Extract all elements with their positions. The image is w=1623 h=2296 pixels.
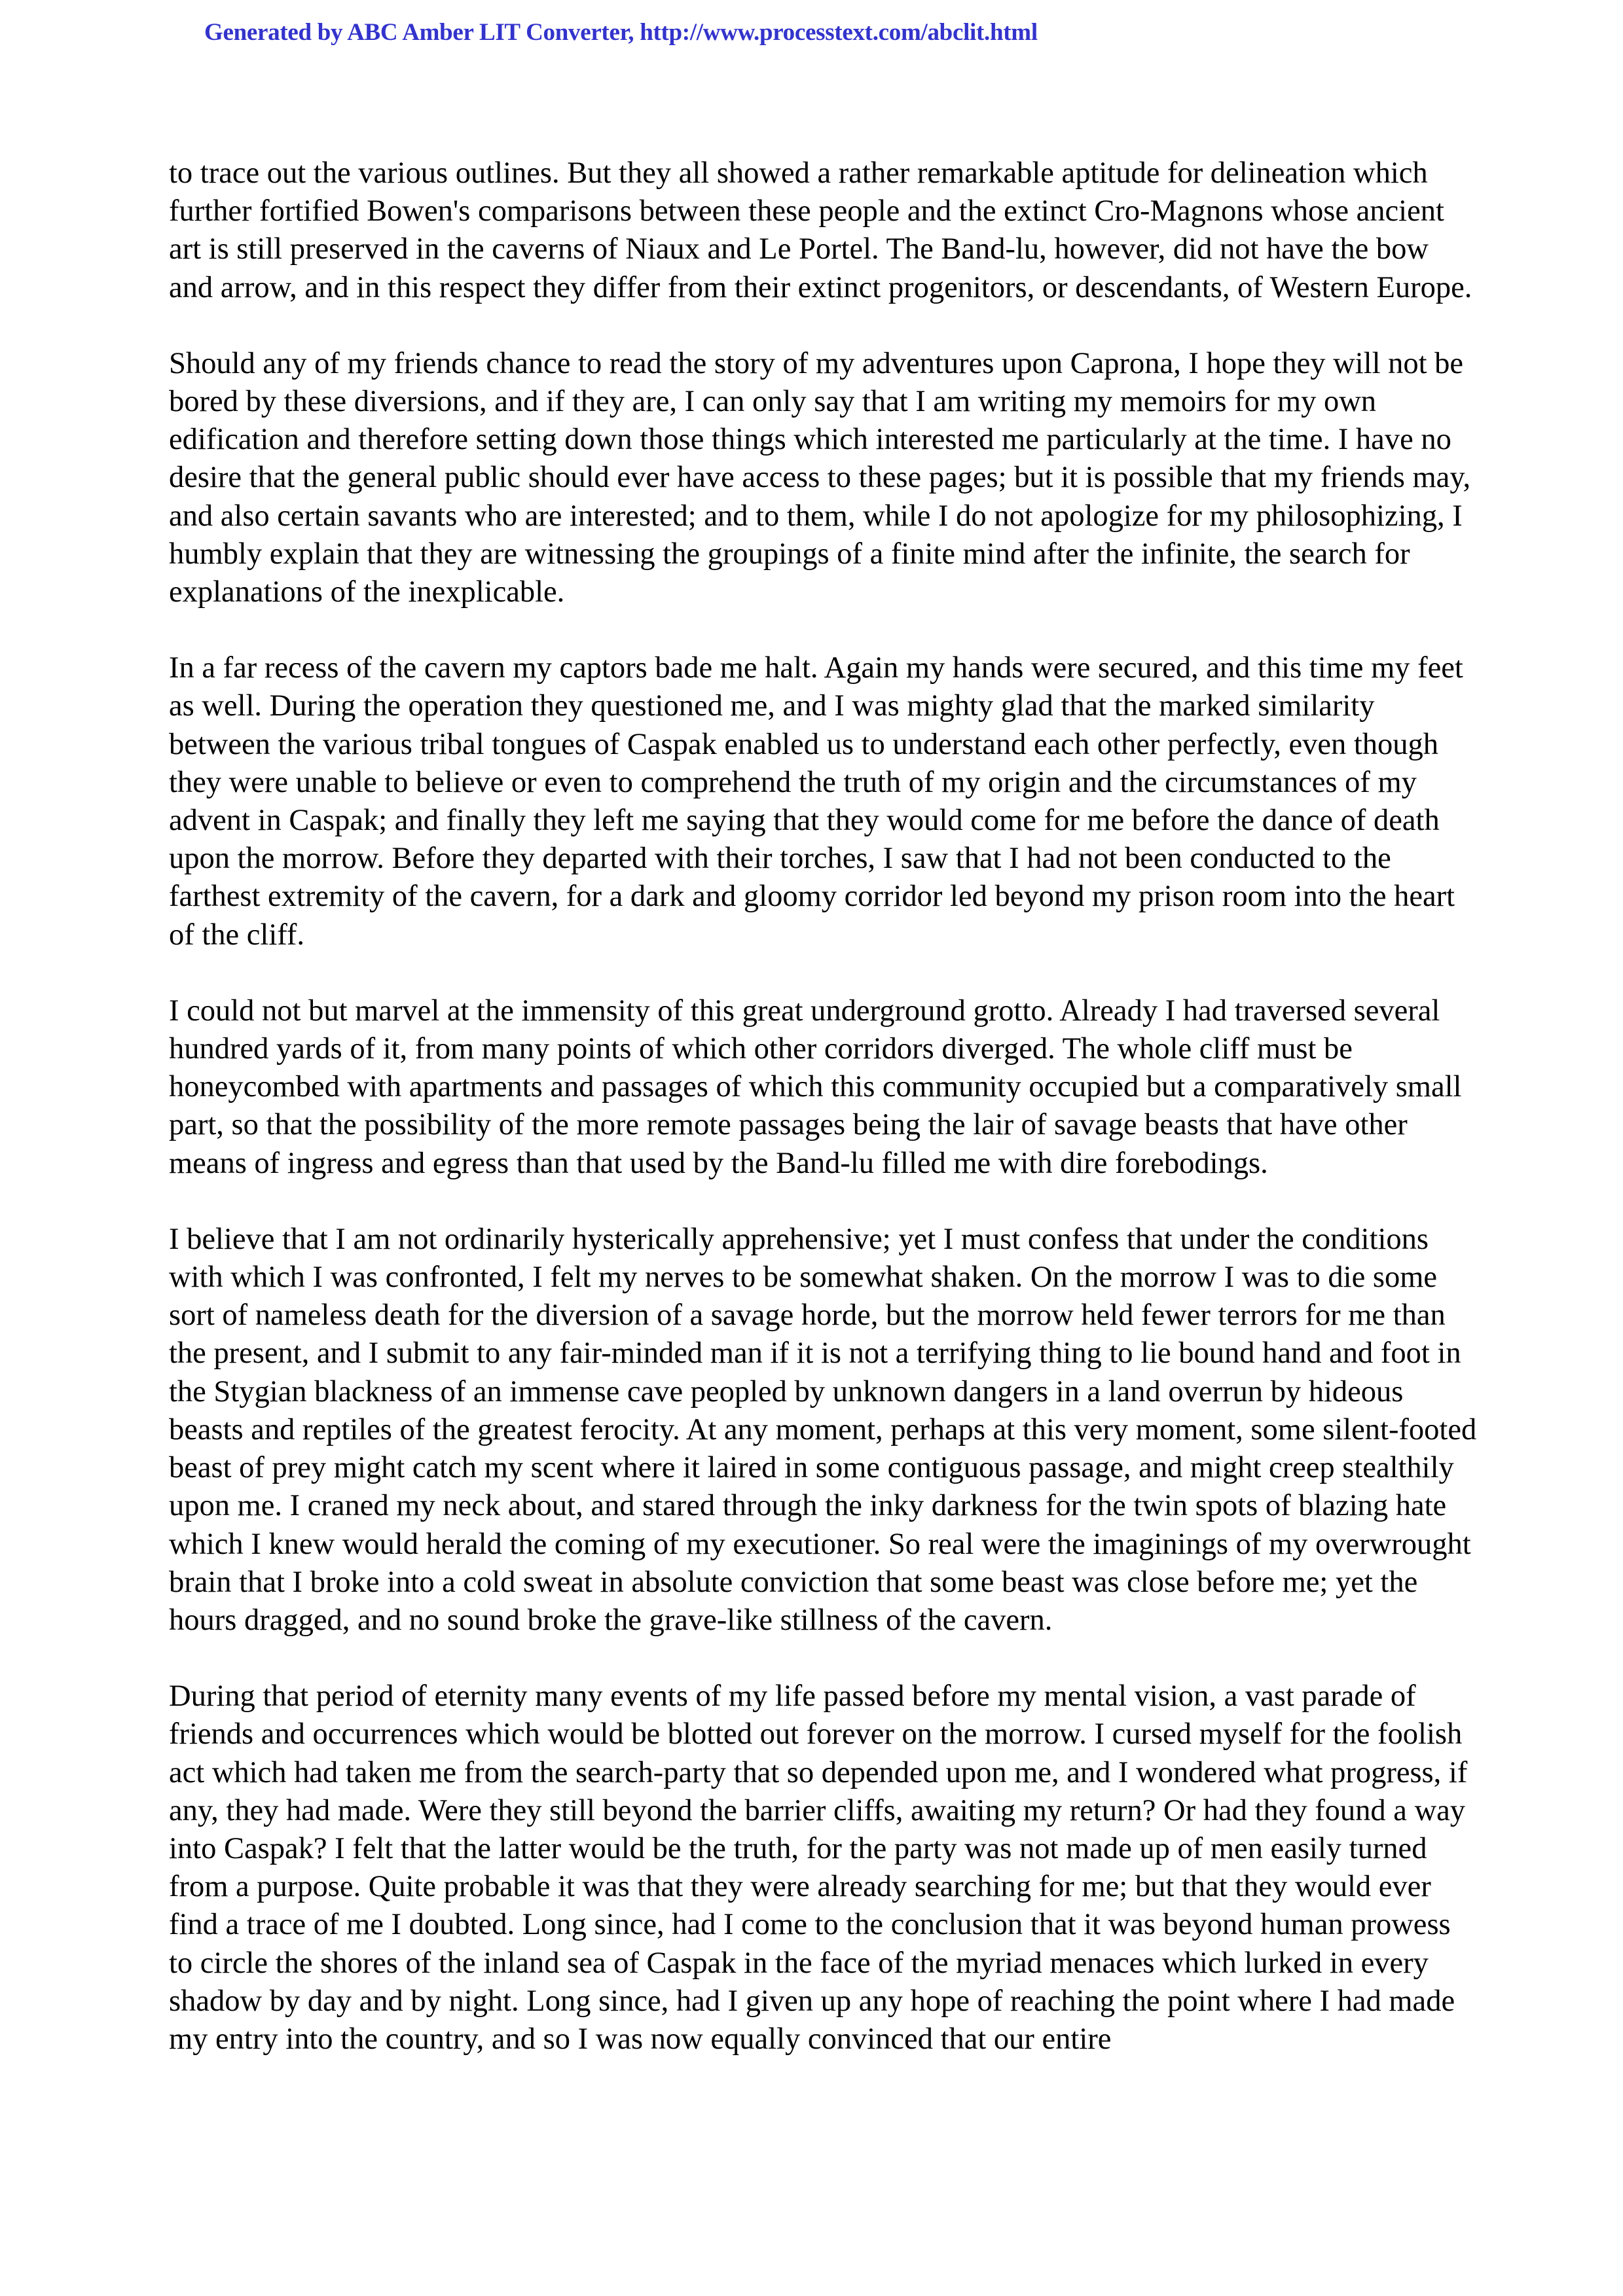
paragraph: In a far recess of the cavern my captors bade me halt. Again my hands were secured, and this time my feet as well. During the operation they questioned me, and I was mighty glad that the marked similarity between the various tribal tongues of Caspak enabled us to understand each other perfectly, even though they were unable to believe or even to comprehend the truth of my origin and the circumstances of my advent in Caspak; and finally they left me saying that they would come for me before the dance of death upon the morrow. Before they departed with their torches, I saw that I had not been conducted to the farthest extremity of the cavern, for a dark and gloomy corridor led beyond my prison room into the heart of the cliff. <box>169 651 1463 952</box>
document-body <box>169 154 1478 2096</box>
paragraph: During that period of eternity many events of my life passed before my mental vision, a vast parade of friends and occurrences which would be blotted out forever on the morrow. I cursed myself for the foolish act which had taken me from the search-party that so depended upon me, and I wondered what progress, if any, they had made. Were they still beyond the barrier cliffs, awaiting my return? Or had they found a way into Caspak? I felt that the latter would be the truth, for the party was not made up of men easily turned from a purpose. Quite probable it was that they were already searching for me; but that they would ever find a trace of me I doubted. Long since, had I come to the conclusion that it was beyond human prowess to circle the shores of the inland sea of Caspak in the face of the myriad menaces which lurked in every shadow by day and by night. Long since, had I given up any hope of reaching the point where I had made my entry into the country, and so I was now equally convinced that our entire <box>169 1679 1468 2056</box>
converter-header: Generated by ABC Amber LIT Converter, http://www.processtext.com/abclit.html <box>204 19 1038 46</box>
paragraph: I believe that I am not ordinarily hysterically apprehensive; yet I must confess that under the conditions with which I was confronted, I felt my nerves to be somewhat shaken. On the morrow I was to die some sort of nameless death for the diversion of a savage horde, but the morrow held fewer terrors for me than the present, and I submit to any fair-minded man if it is not a terrifying thing to lie bound hand and foot in the Stygian blackness of an immense cave peopled by unknown dangers in a land overrun by hideous beasts and reptiles of the greatest ferocity. At any moment, perhaps at this very moment, some silent-footed beast of prey might catch my scent where it laired in some contiguous passage, and might creep stealthily upon me. I craned my neck about, and stared through the inky darkness for the twin spots of blazing hate which I knew would herald the coming of my executioner. So real were the imaginings of my overwrought brain that I broke into a cold sweat in absolute conviction that some beast was close before me; yet the hours dragged, and no sound broke the grave-like stillness of the cavern. <box>169 1222 1477 1637</box>
paragraph: to trace out the various outlines. But they all showed a rather remarkable aptitude for delineation which further fortified Bowen's comparisons between these people and the extinct Cro-Magnons whose ancient art is still preserved in the caverns of Niaux and Le Portel. The Band-lu, however, did not have the bow and arrow, and in this respect they differ from their extinct progenitors, or descendants, of Western Europe. <box>169 156 1472 304</box>
paragraph: I could not but marvel at the immensity of this great underground grotto. Already I had traversed several hundred yards of it, from many points of which other corridors diverged. The whole cliff must be honeycombed with apartments and passages of which this community occupied but a comparatively small part, so that the possibility of the more remote passages being the lair of savage beasts that have other means of ingress and egress than that used by the Band-lu filled me with dire forebodings. <box>169 994 1462 1180</box>
paragraph: Should any of my friends chance to read the story of my adventures upon Caprona, I hope they will not be bored by these diversions, and if they are, I can only say that I am writing my memoirs for my own edification and therefore setting down those things which interested me particularly at the time. I have no desire that the general public should ever have access to these pages; but it is possible that my friends may, and also certain savants who are interested; and to them, while I do not apologize for my philosophizing, I humbly explain that they are witnessing the groupings of a finite mind after the infinite, the search for explanations of the inexplicable. <box>169 346 1471 609</box>
